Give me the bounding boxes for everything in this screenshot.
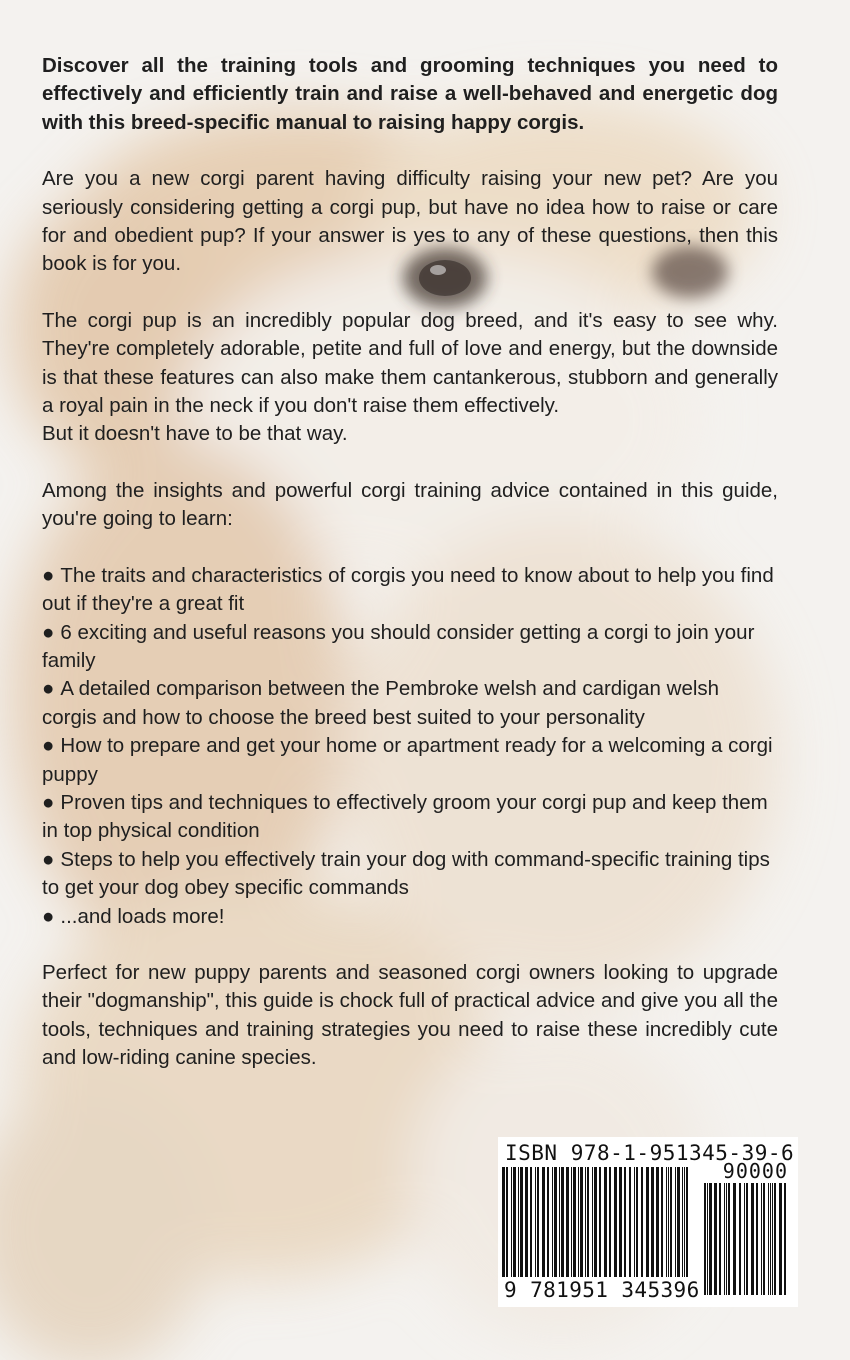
list-item: ● How to prepare and get your home or apartment ready for a welcoming a corgi puppy <box>42 734 773 786</box>
isbn-label: ISBN 978-1-951345-39-6 <box>505 1141 795 1165</box>
ean-bar <box>530 1167 532 1277</box>
ean-bar <box>677 1167 680 1277</box>
ean-bar <box>585 1167 586 1277</box>
ean-bar <box>609 1167 611 1277</box>
ean-bar <box>636 1167 638 1277</box>
list-item: ● ...and loads more! <box>42 904 225 928</box>
ean-bar <box>580 1167 583 1277</box>
bullet-icon: ● <box>42 620 55 644</box>
ean-bar <box>559 1167 560 1277</box>
ean-bar <box>552 1167 553 1277</box>
ean-bar <box>511 1167 512 1277</box>
addon-bar <box>704 1183 706 1295</box>
ean-bar <box>599 1167 601 1277</box>
ean-bar <box>561 1167 564 1277</box>
ean-bar <box>592 1167 593 1277</box>
ean-bar <box>594 1167 597 1277</box>
paragraph-reassurance: But it doesn't have to be that way. <box>42 422 348 446</box>
paragraph-question: Are you a new corgi parent having difficulty raising your new pet? Are you seriously considering getting a corgi pup, but have no idea how to raise or care for and obedient pup? If your answer is yes to any of these questions, then this book is for you. <box>42 167 778 276</box>
ean-bar <box>537 1167 539 1277</box>
ean-bar <box>682 1167 683 1277</box>
bullet-icon: ● <box>42 904 55 928</box>
addon-bar <box>724 1183 725 1295</box>
list-item: ● Steps to help you effectively train your dog with command-specific training tips to get your dog obey specific commands <box>42 847 770 900</box>
ean-bar <box>604 1167 607 1277</box>
ean-bar <box>619 1167 622 1277</box>
learning-points-list <box>42 562 778 931</box>
ean-bar <box>661 1167 663 1277</box>
ean-bar <box>686 1167 688 1277</box>
ean-bar <box>513 1167 516 1277</box>
ean-bar <box>634 1167 635 1277</box>
ean-bar <box>573 1167 576 1277</box>
ean-bar <box>554 1167 557 1277</box>
ean-bar <box>624 1167 626 1277</box>
addon-bar <box>744 1183 745 1295</box>
paragraph-learn-intro: Among the insights and powerful corgi training advice contained in this guide, you're going to learn: <box>42 478 778 531</box>
paragraph-popularity: The corgi pup is an incredibly popular dog breed, and it's easy to see why. They're completely adorable, petite and full of love and energy, but the downside is that these features can also make them cantankerous, stubborn and generally a royal pain in the neck if you don't raise them effectively. <box>42 308 778 418</box>
addon-bar <box>784 1183 786 1295</box>
intro-paragraph: Discover all the training tools and grooming techniques you need to effectively and efficiently train and raise a well-behaved and energetic dog with this breed-specific manual to raising happy corgis. <box>42 54 778 134</box>
bullet-icon: ● <box>42 563 55 587</box>
ean-bar <box>668 1167 669 1277</box>
addon-bar <box>709 1183 712 1295</box>
bullet-icon: ● <box>42 677 55 701</box>
list-item: ● 6 exciting and useful reasons you should consider getting a corgi to join your family <box>42 620 755 672</box>
ean-bar <box>614 1167 617 1277</box>
addon-bar <box>728 1183 730 1295</box>
list-item: ● A detailed comparison between the Pembroke welsh and cardigan welsh corgis and how to choose the breed best suited to your personality <box>42 677 720 729</box>
addon-bar <box>772 1183 773 1295</box>
ean-bar <box>641 1167 643 1277</box>
ean-bar <box>646 1167 649 1277</box>
ean-bar <box>656 1167 659 1277</box>
addon-bar <box>707 1183 708 1295</box>
isbn-barcode <box>498 1137 798 1307</box>
ean-bar <box>506 1167 508 1277</box>
ean-bar <box>502 1167 505 1277</box>
addon-bar <box>768 1183 769 1295</box>
list-item: ● Proven tips and techniques to effectively groom your corgi pup and keep them in top physical condition <box>42 790 768 843</box>
ean-bar <box>651 1167 654 1277</box>
addon-bar <box>733 1183 736 1295</box>
ean-bar <box>666 1167 667 1277</box>
ean-bar <box>547 1167 549 1277</box>
addon-bar <box>779 1183 782 1295</box>
ean-bar <box>629 1167 631 1277</box>
closing-paragraph: Perfect for new puppy parents and seasoned corgi owners looking to upgrade their "dogmanship", this guide is chock full of practical advice and give you all the tools, techniques and training strategies you need to raise these incredibly cute and low-riding canine species. <box>42 960 778 1070</box>
addon-bar <box>726 1183 727 1295</box>
addon-bar <box>774 1183 776 1295</box>
addon-bar <box>746 1183 748 1295</box>
back-cover-text <box>42 52 778 1073</box>
ean-bar <box>670 1167 672 1277</box>
ean-bar <box>566 1167 569 1277</box>
ean-bar <box>578 1167 579 1277</box>
ean-bar <box>535 1167 536 1277</box>
addon-bar <box>770 1183 771 1295</box>
bullet-icon: ● <box>42 790 55 814</box>
ean-bar <box>542 1167 545 1277</box>
addon-bar <box>763 1183 765 1295</box>
ean-bar <box>684 1167 685 1277</box>
addon-bar <box>714 1183 717 1295</box>
ean-bar <box>520 1167 523 1277</box>
ean-bar <box>518 1167 519 1277</box>
addon-bar <box>719 1183 721 1295</box>
bullet-icon: ● <box>42 734 55 758</box>
addon-bar <box>756 1183 758 1295</box>
addon-bar <box>761 1183 762 1295</box>
addon-bar <box>739 1183 741 1295</box>
ean-digits: 9 781951 345396 <box>504 1278 700 1302</box>
ean-bar <box>675 1167 676 1277</box>
ean-bar <box>571 1167 572 1277</box>
ean-bar <box>587 1167 589 1277</box>
bullet-icon: ● <box>42 847 55 871</box>
addon-price-code: 90000 <box>722 1159 788 1183</box>
list-item: ● The traits and characteristics of corgis you need to know about to help you find out if they're a great fit <box>42 563 774 616</box>
addon-bar <box>751 1183 754 1295</box>
ean-bar <box>525 1167 528 1277</box>
